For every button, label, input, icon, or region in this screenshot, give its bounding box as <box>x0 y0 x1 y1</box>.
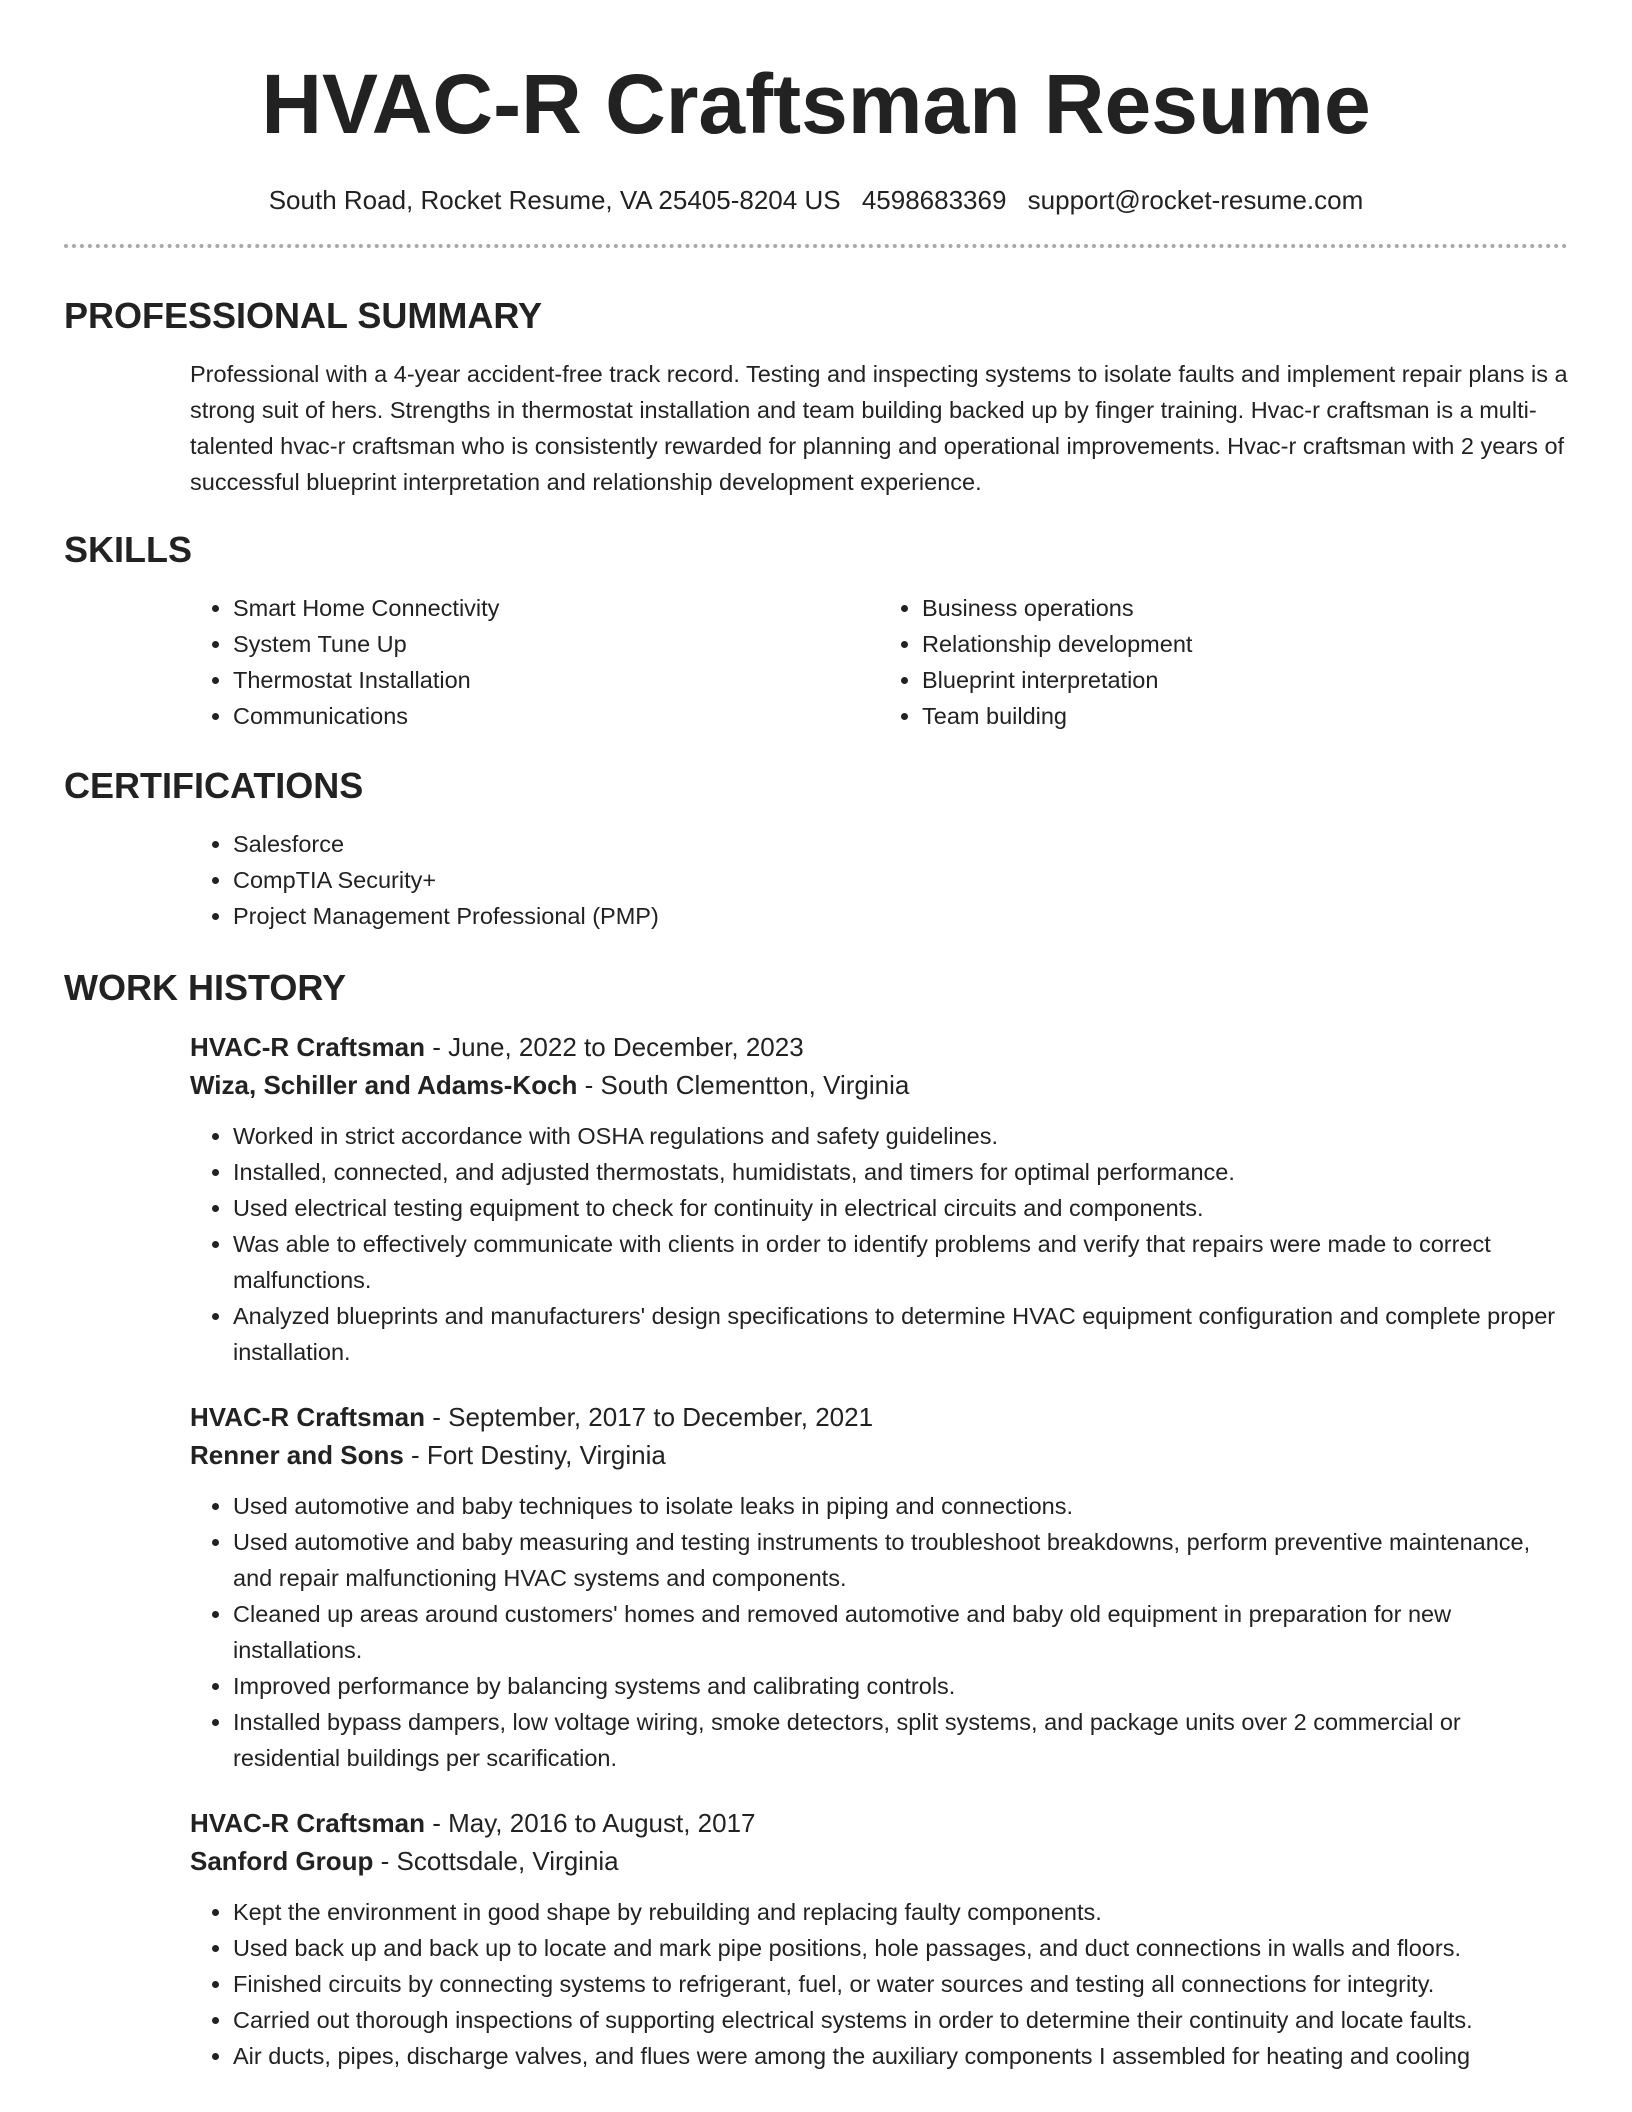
duty-item: • Used automotive and baby techniques to isolate leaks in piping and connections. <box>233 1488 1568 1524</box>
job-title-line <box>190 1804 1568 1842</box>
certifications-heading: CERTIFICATIONS <box>64 765 364 806</box>
skill-item: • Business operations <box>922 590 1568 626</box>
skill-item: • Relationship development <box>922 626 1568 662</box>
job-role: HVAC-R Craftsman <box>190 1808 425 1838</box>
job-dates: - June, 2022 to December, 2023 <box>425 1032 804 1062</box>
job-dates: - September, 2017 to December, 2021 <box>425 1402 874 1432</box>
address-text: South Road, Rocket Resume, VA 25405-8204 US <box>268 185 841 215</box>
skill-item: • Smart Home Connectivity <box>233 590 879 626</box>
duty-item: • Cleaned up areas around customers' homes and removed automotive and baby old equipment in preparation for new installations. <box>233 1596 1568 1668</box>
job-title-line <box>190 1028 1568 1066</box>
job-entry <box>190 1804 1568 2074</box>
job-duties <box>190 1118 1568 1370</box>
skills-column-right <box>879 590 1568 734</box>
job-location: - Scottsdale, Virginia <box>373 1846 619 1876</box>
skills-column-left <box>190 590 879 734</box>
duty-item: • Finished circuits by connecting systems to refrigerant, fuel, or water sources and testing all connections for integrity. <box>233 1966 1568 2002</box>
summary-heading: PROFESSIONAL SUMMARY <box>64 295 543 336</box>
header-divider <box>64 244 1568 248</box>
skill-item: • Team building <box>922 698 1568 734</box>
duty-item: • Used electrical testing equipment to check for continuity in electrical circuits and components. <box>233 1190 1568 1226</box>
certifications-list <box>190 826 1568 934</box>
job-company: Sanford Group <box>190 1846 374 1876</box>
job-company: Renner and Sons <box>190 1440 404 1470</box>
work-history-heading: WORK HISTORY <box>64 967 347 1008</box>
job-dates: - May, 2016 to August, 2017 <box>425 1808 756 1838</box>
job-company: Wiza, Schiller and Adams-Koch <box>190 1070 578 1100</box>
resume-title: HVAC-R Craftsman Resume <box>261 57 1371 151</box>
email-text: support@rocket-resume.com <box>1027 185 1364 215</box>
duty-item: • Analyzed blueprints and manufacturers' design specifications to determine HVAC equipment configuration and complete proper installation. <box>233 1298 1568 1370</box>
job-role: HVAC-R Craftsman <box>190 1402 425 1432</box>
contact-line <box>64 184 1568 216</box>
job-duties <box>190 1894 1568 2074</box>
duty-item: • Used automotive and baby measuring and testing instruments to troubleshoot breakdowns, perform preventive maintenance, and repair malfunctioning HVAC systems and components. <box>233 1524 1568 1596</box>
certification-item: • CompTIA Security+ <box>233 862 1568 898</box>
duty-item: • Kept the environment in good shape by rebuilding and replacing faulty components. <box>233 1894 1568 1930</box>
job-role: HVAC-R Craftsman <box>190 1032 425 1062</box>
skills-heading: SKILLS <box>64 529 193 570</box>
job-company-line <box>190 1842 1568 1880</box>
resume-page <box>64 0 1568 2092</box>
job-location: - Fort Destiny, Virginia <box>403 1440 666 1470</box>
duty-item: • Was able to effectively communicate with clients in order to identify problems and verify that repairs were made to correct malfunctions. <box>233 1226 1568 1298</box>
summary-text: Professional with a 4-year accident-free track record. Testing and inspecting systems to isolate faults and implement repair plans is a strong suit of hers. Strengths in thermostat installation and team building backed up by finger training. Hvac-r craftsman is a multi-talented hvac-r craftsman who is consistently rewarded for planning and operational improvements. Hvac-r craftsman with 2 years of successful blueprint interpretation and relationship development experience. <box>190 361 1568 495</box>
job-company-line <box>190 1066 1568 1104</box>
duty-item: • Improved performance by balancing systems and calibrating controls. <box>233 1668 1568 1704</box>
skill-item: • Thermostat Installation <box>233 662 879 698</box>
duty-item: • Carried out thorough inspections of supporting electrical systems in order to determine their continuity and locate faults. <box>233 2002 1568 2038</box>
job-entry <box>190 1398 1568 1776</box>
job-entry <box>190 1028 1568 1370</box>
job-location: - South Clementton, Virginia <box>577 1070 910 1100</box>
skill-item: • Communications <box>233 698 879 734</box>
skill-item: • System Tune Up <box>233 626 879 662</box>
job-duties <box>190 1488 1568 1776</box>
duty-item: • Air ducts, pipes, discharge valves, and flues were among the auxiliary components I assembled for heating and cooling <box>233 2038 1568 2074</box>
duty-item: • Installed bypass dampers, low voltage wiring, smoke detectors, split systems, and package units over 2 commercial or residential buildings per scarification. <box>233 1704 1568 1776</box>
duty-item: • Used back up and back up to locate and mark pipe positions, hole passages, and duct connections in walls and floors. <box>233 1930 1568 1966</box>
certification-item: • Project Management Professional (PMP) <box>233 898 1568 934</box>
phone-text: 4598683369 <box>861 185 1007 215</box>
job-title-line <box>190 1398 1568 1436</box>
duty-item: • Worked in strict accordance with OSHA regulations and safety guidelines. <box>233 1118 1568 1154</box>
job-company-line <box>190 1436 1568 1474</box>
skill-item: • Blueprint interpretation <box>922 662 1568 698</box>
duty-item: • Installed, connected, and adjusted thermostats, humidistats, and timers for optimal performance. <box>233 1154 1568 1190</box>
certification-item: • Salesforce <box>233 826 1568 862</box>
skills-list <box>190 590 1568 734</box>
